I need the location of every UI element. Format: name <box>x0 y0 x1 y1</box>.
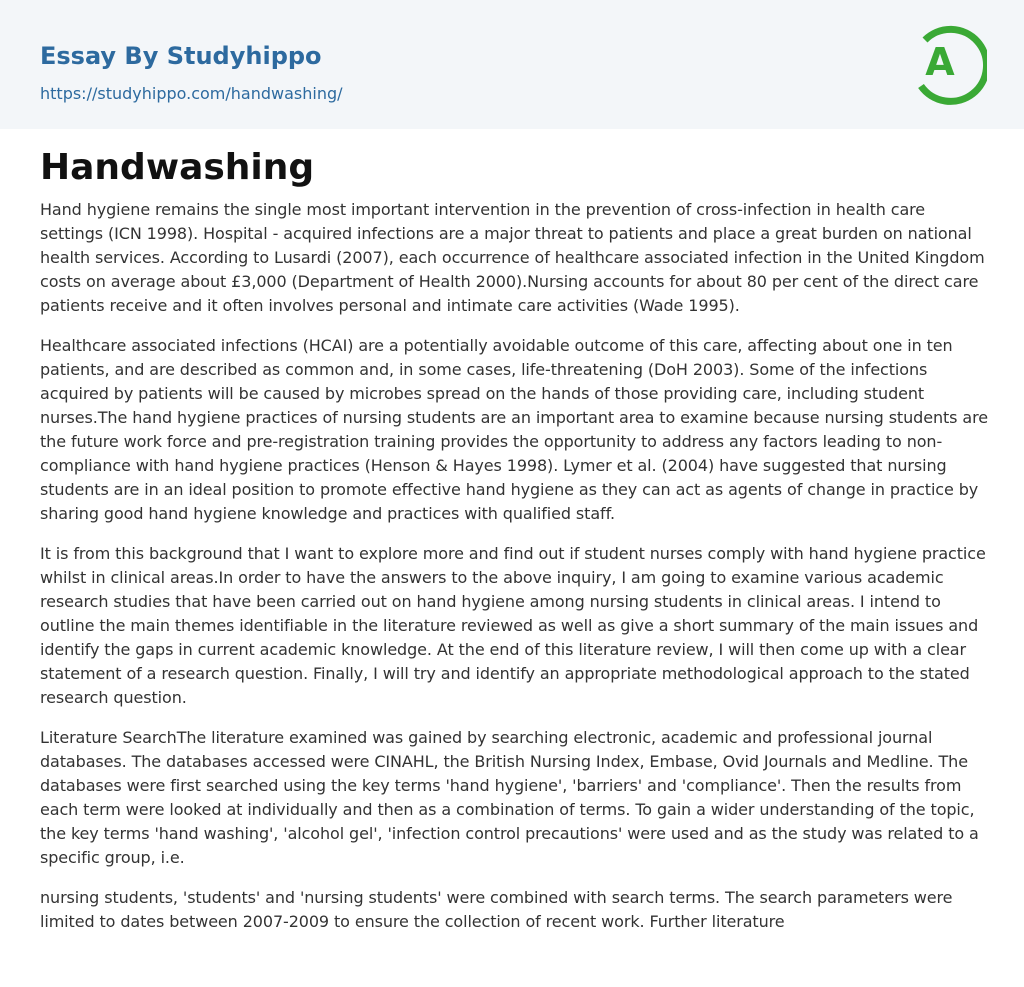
essay-paragraph: nursing students, 'students' and 'nursing students' were combined with search terms. The search parameters were limited to dates between 2007-2009 to ensure the collection of recent work. Further literature <box>40 888 953 931</box>
essay-paragraph: Literature SearchThe literature examined was gained by searching electronic, academic and professional journal databases. The databases accessed were CINAHL, the British Nursing Index, Embase, Ovid Journals and Medline. The databases were first searched using the key terms 'hand hygiene', 'barriers' and 'compliance'. Then the results from each term were looked at individually and then as a combination of terms. To gain a wider understanding of the topic, the key terms 'hand washing', 'alcohol gel', 'infection control precautions' were used and as the study was related to a specific group, i.e. <box>40 728 979 867</box>
studyhippo-a-logo-icon[interactable] <box>911 18 987 106</box>
essay-content <box>40 145 988 950</box>
page-title: Handwashing <box>40 147 315 188</box>
source-url-link[interactable]: https://studyhippo.com/handwashing/ <box>40 84 343 103</box>
brand-title: Essay By Studyhippo <box>40 42 322 70</box>
essay-paragraph: Healthcare associated infections (HCAI) are a potentially avoidable outcome of this care, affecting about one in ten patients, and are described as common and, in some cases, life-threatening (DoH 2003). Some of the infections acquired by patients will be caused by microbes spread on the hands of those providing care, including student nurses.The hand hygiene practices of nursing students are an important area to examine because nursing students are the future work force and pre-registration training provides the opportunity to address any factors leading to non-compliance with hand hygiene practices (Henson & Hayes 1998). Lymer et al. (2004) have suggested that nursing students are in an ideal position to promote effective hand hygiene as they can act as agents of change in practice by sharing good hand hygiene knowledge and practices with qualified staff. <box>40 336 988 523</box>
essay-paragraph: Hand hygiene remains the single most important intervention in the prevention of cross-infection in health care settings (ICN 1998). Hospital - acquired infections are a major threat to patients and place a great burden on national health services. According to Lusardi (2007), each occurrence of healthcare associated infection in the United Kingdom costs on average about £3,000 (Department of Health 2000).Nursing accounts for about 80 per cent of the direct care patients receive and it often involves personal and intimate care activities (Wade 1995). <box>40 200 985 315</box>
site-header <box>0 0 1024 129</box>
logo-letter: A <box>925 40 955 84</box>
essay-paragraph: It is from this background that I want to explore more and find out if student nurses comply with hand hygiene practice whilst in clinical areas.In order to have the answers to the above inquiry, I am going to examine various academic research studies that have been carried out on hand hygiene among nursing students in clinical areas. I intend to outline the main themes identifiable in the literature reviewed as well as give a short summary of the main issues and identify the gaps in current academic knowledge. At the end of this literature review, I will then come up with a clear statement of a research question. Finally, I will try and identify an appropriate methodological approach to the stated research question. <box>40 544 986 707</box>
